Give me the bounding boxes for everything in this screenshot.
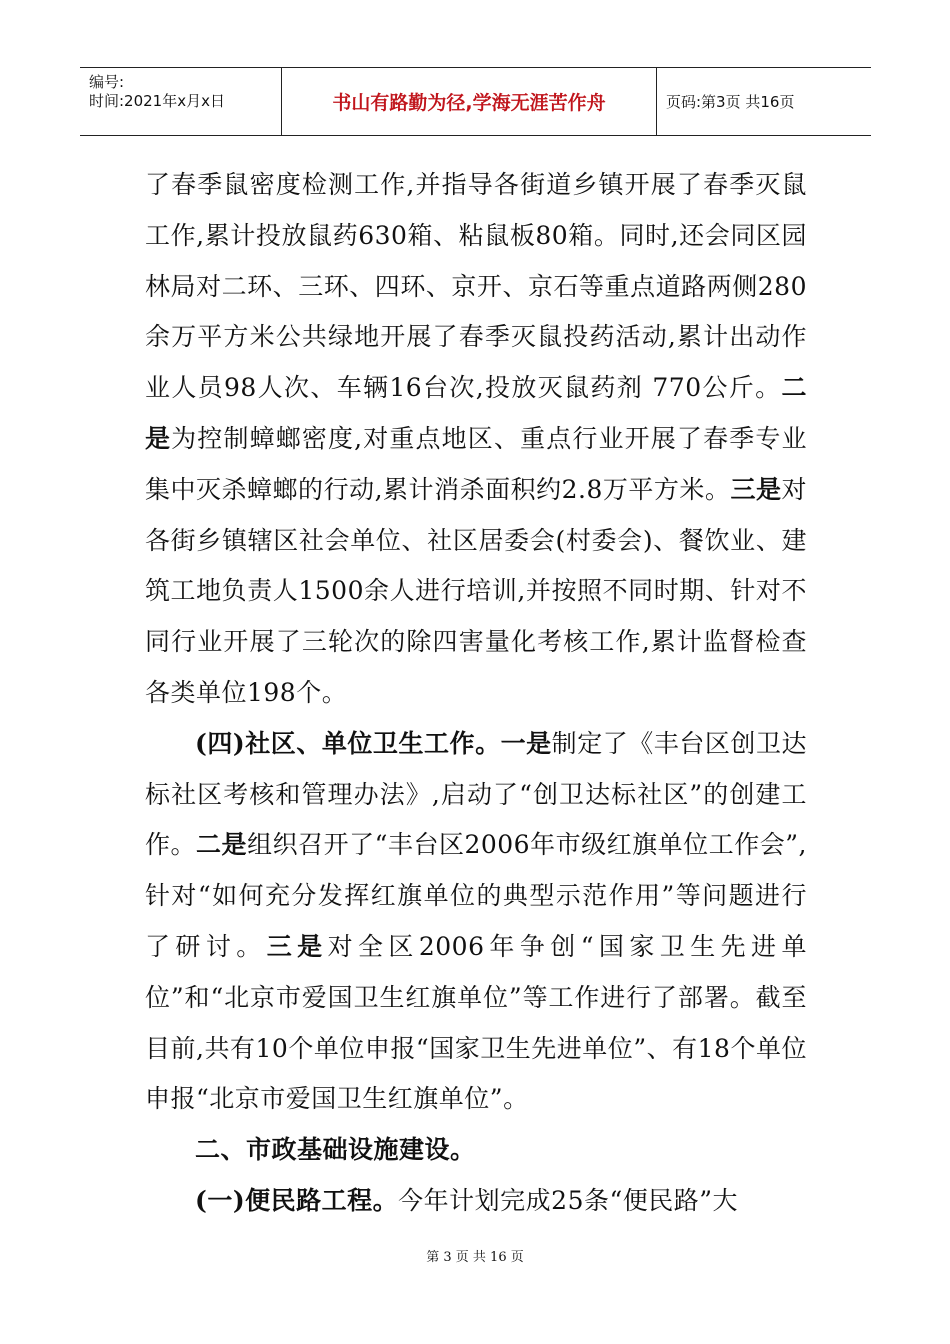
- paragraph: [145, 1125, 807, 1176]
- paragraph: [145, 160, 807, 719]
- paragraph: [145, 719, 807, 1125]
- paragraph-text: 制定了《丰台区创卫达标社区考核和管理办法》,启动了“创卫达标社区”的创建工作。: [145, 728, 807, 860]
- header-motto-cell: [282, 68, 657, 135]
- paragraph-text: 对各街乡镇辖区社会单位、社区居委会(村委会)、餐饮业、建筑工地负责人1500余人进行培训,并按照不同时期、针对不同行业开展了三轮次的除四害量化考核工作,累计监督检查各类单位198个。: [145, 474, 807, 707]
- document-number-label: 编号:: [89, 73, 125, 91]
- paragraph-text: 为控制蟑螂密度,对重点地区、重点行业开展了春季专业集中灭杀蟑螂的行动,累计消杀面积约2.8万平方米。: [145, 423, 807, 504]
- document-body: [145, 160, 807, 1227]
- page-footer: 第 3 页 共 16 页: [426, 1250, 524, 1265]
- paragraph-text: 今年计划完成25条“便民路”大: [398, 1185, 739, 1215]
- paragraph-bold-text: 二是: [145, 373, 807, 453]
- header-meta-cell: [80, 68, 282, 135]
- section-heading: 二、市政基础设施建设。: [195, 1135, 476, 1165]
- paragraph-text: 了春季鼠密度检测工作,并指导各街道乡镇开展了春季灭鼠工作,累计投放鼠药630箱、粘鼠板80箱。同时,还会同区园林局对二环、三环、四环、京开、京石等重点道路两侧280余万平方米公共绿地开展了春季灭鼠投药活动,累计出动作业人员98人次、车辆16台次,投放灭鼠药剂 770公斤。: [145, 170, 807, 403]
- header-motto: 书山有路勤为径,学海无涯苦作舟: [332, 92, 606, 114]
- section-heading: (四)社区、单位卫生工作。一是: [195, 728, 552, 758]
- paragraph-text: 对全区2006年争创“国家卫生先进单位”和“北京市爱国卫生红旗单位”等工作进行了部署。截至目前,共有10个单位申报“国家卫生先进单位”、有18个单位申报“北京市爱国卫生红旗单位”。: [145, 931, 807, 1114]
- paragraph-text: 组织召开了“丰台区2006年市级红旗单位工作会”,针对“如何充分发挥红旗单位的典型示范作用”等问题进行了研讨。: [145, 830, 807, 961]
- section-heading: (一)便民路工程。: [195, 1185, 399, 1215]
- paragraph: [145, 1176, 807, 1227]
- header-page-cell: [657, 68, 871, 135]
- header-table: [80, 67, 871, 136]
- paragraph-bold-text: 二是: [196, 830, 248, 860]
- document-time-label: 时间:2021年x月x日: [89, 92, 225, 110]
- paragraph-bold-text: 三是: [730, 474, 782, 504]
- header-page-info: 页码:第3页 共16页: [666, 93, 795, 111]
- paragraph-bold-text: 三是: [266, 931, 328, 961]
